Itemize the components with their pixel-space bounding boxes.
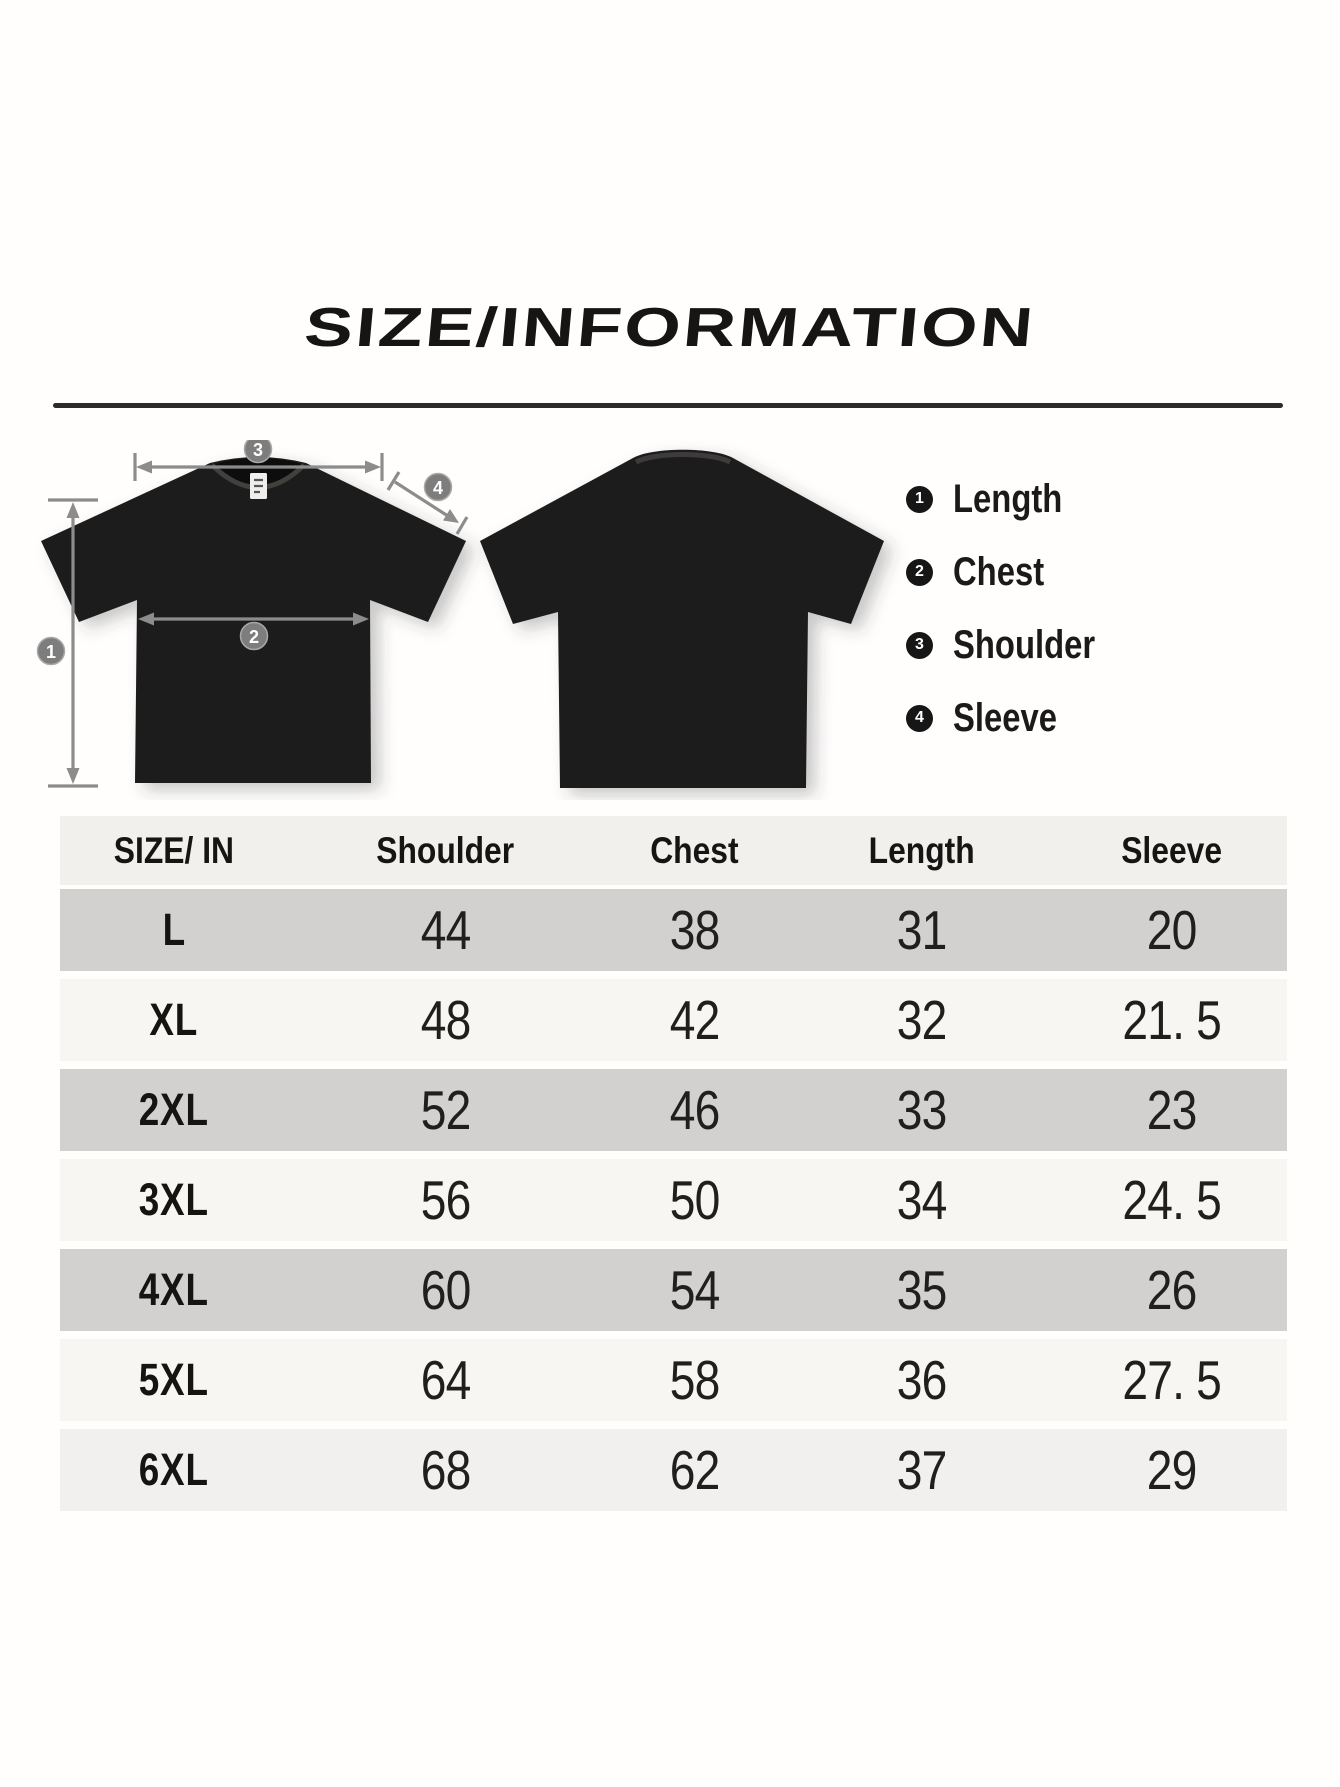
sleeve-value: 27. 5 bbox=[1122, 1349, 1221, 1411]
chest-value: 38 bbox=[669, 899, 720, 961]
size-table bbox=[60, 816, 1287, 1519]
marker-shoulder bbox=[245, 440, 272, 463]
length-value: 35 bbox=[896, 1259, 947, 1321]
legend-item-sleeve bbox=[906, 696, 1126, 740]
table-row-2xl bbox=[60, 1069, 1287, 1151]
shoulder-value: 52 bbox=[420, 1079, 471, 1141]
chest-value: 46 bbox=[669, 1079, 720, 1141]
legend-dot-2: 2 bbox=[906, 559, 933, 586]
size-label: 6XL bbox=[139, 1444, 210, 1495]
marker-sleeve bbox=[425, 474, 452, 501]
legend-label-length: Length bbox=[953, 477, 1063, 521]
marker-chest bbox=[241, 623, 268, 650]
length-value: 37 bbox=[896, 1439, 947, 1501]
chest-value: 62 bbox=[669, 1439, 720, 1501]
length-value: 31 bbox=[896, 899, 947, 961]
shoulder-value: 48 bbox=[420, 989, 471, 1051]
length-value: 33 bbox=[896, 1079, 947, 1141]
legend-dot-3: 3 bbox=[906, 632, 933, 659]
col-header-length: Length bbox=[868, 829, 975, 871]
tshirt-measure-diagram bbox=[0, 440, 1340, 800]
marker-length bbox=[38, 638, 65, 665]
sleeve-value: 20 bbox=[1146, 899, 1197, 961]
table-row-l bbox=[60, 889, 1287, 971]
sleeve-value: 26 bbox=[1146, 1259, 1197, 1321]
shoulder-value: 60 bbox=[420, 1259, 471, 1321]
sleeve-value: 23 bbox=[1146, 1079, 1197, 1141]
col-header-chest: Chest bbox=[650, 829, 739, 871]
chest-value: 54 bbox=[669, 1259, 720, 1321]
table-row-5xl bbox=[60, 1339, 1287, 1421]
shoulder-value: 44 bbox=[420, 899, 471, 961]
sleeve-value: 21. 5 bbox=[1122, 989, 1221, 1051]
page-title: SIZE/INFORMATION bbox=[301, 296, 1039, 358]
neck-label bbox=[250, 473, 267, 499]
shoulder-value: 68 bbox=[420, 1439, 471, 1501]
shoulder-value: 64 bbox=[420, 1349, 471, 1411]
size-label: L bbox=[162, 904, 186, 955]
sleeve-value: 29 bbox=[1146, 1439, 1197, 1501]
title-divider bbox=[53, 403, 1283, 408]
length-value: 34 bbox=[896, 1169, 947, 1231]
svg-text:3: 3 bbox=[252, 440, 264, 460]
legend-item-chest bbox=[906, 550, 1126, 594]
chest-value: 58 bbox=[669, 1349, 720, 1411]
legend-label-sleeve: Sleeve bbox=[953, 696, 1057, 740]
measure-legend bbox=[906, 477, 1126, 773]
corner-header-cell: SIZE/ IN bbox=[113, 829, 235, 871]
table-row-xl bbox=[60, 979, 1287, 1061]
svg-text:4: 4 bbox=[432, 478, 444, 498]
shoulder-value: 56 bbox=[420, 1169, 471, 1231]
tshirt-back-image bbox=[480, 450, 884, 788]
size-label: 4XL bbox=[139, 1264, 210, 1315]
table-row-4xl bbox=[60, 1249, 1287, 1331]
legend-item-shoulder bbox=[906, 623, 1126, 667]
size-label: 5XL bbox=[139, 1354, 210, 1405]
chest-value: 50 bbox=[669, 1169, 720, 1231]
legend-label-chest: Chest bbox=[953, 550, 1045, 594]
table-row-6xl bbox=[60, 1429, 1287, 1511]
length-value: 36 bbox=[896, 1349, 947, 1411]
col-header-shoulder: Shoulder bbox=[376, 829, 515, 871]
size-label: 3XL bbox=[139, 1174, 210, 1225]
length-value: 32 bbox=[896, 989, 947, 1051]
legend-dot-4: 4 bbox=[906, 705, 933, 732]
size-table-header bbox=[60, 816, 1287, 885]
size-label: XL bbox=[149, 994, 199, 1045]
svg-text:1: 1 bbox=[45, 642, 57, 662]
svg-text:2: 2 bbox=[248, 627, 260, 647]
legend-dot-1: 1 bbox=[906, 486, 933, 513]
col-header-sleeve: Sleeve bbox=[1121, 829, 1223, 871]
size-label: 2XL bbox=[139, 1084, 210, 1135]
chest-value: 42 bbox=[669, 989, 720, 1051]
legend-label-shoulder: Shoulder bbox=[953, 623, 1096, 667]
sleeve-value: 24. 5 bbox=[1122, 1169, 1221, 1231]
table-row-3xl bbox=[60, 1159, 1287, 1241]
legend-item-length bbox=[906, 477, 1126, 521]
